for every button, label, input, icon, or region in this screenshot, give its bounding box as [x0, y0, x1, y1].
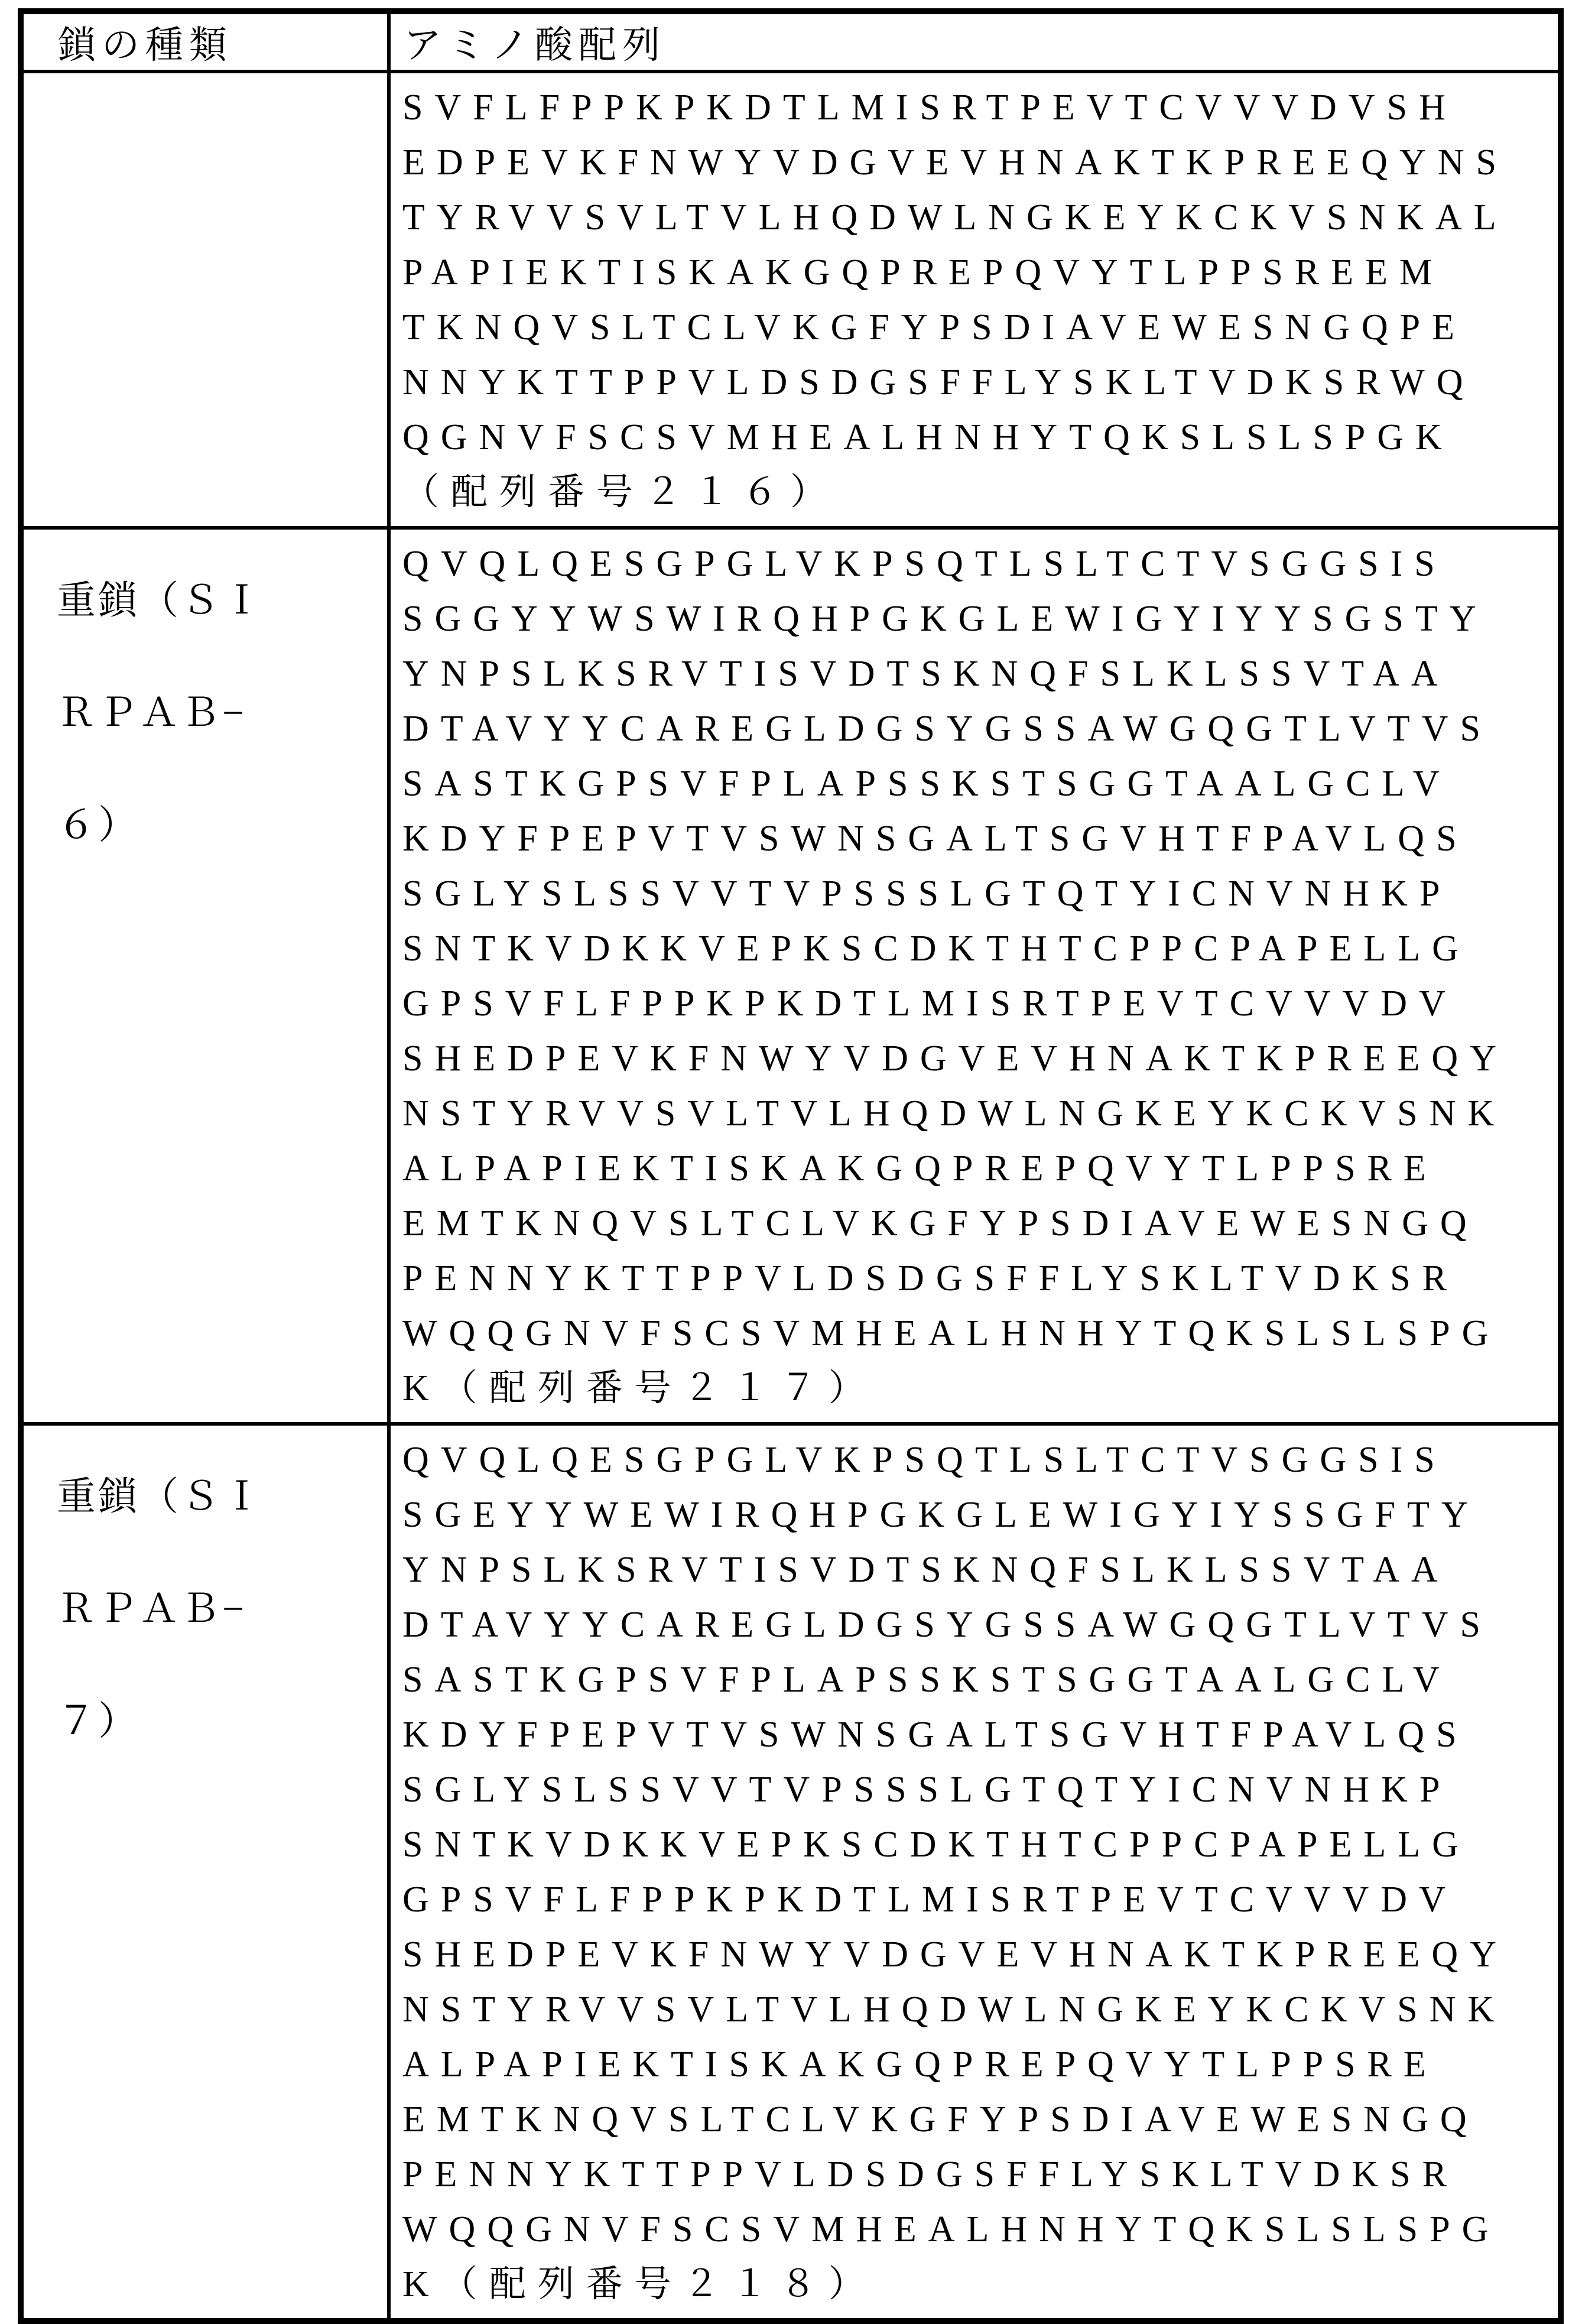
sequence-line: KDYFPEPVTVSWNSGALTSGVHTFPAVLQS: [402, 819, 1469, 859]
header-amino-acid-sequence: アミノ酸配列: [389, 11, 1561, 72]
chain-type-line: 重鎖（ＳＩ: [57, 1475, 264, 1518]
sequence-line: SGLYSLSSVVTVPSSSLGTQTYICNVNHKP: [402, 874, 1452, 914]
chain-type-line: ＲＰＡＢ−: [57, 692, 247, 735]
sequence-line: TKNQVSLTCLVKGFYPSDIAVEWESNGQPE: [402, 307, 1466, 348]
table-row: [21, 1424, 1561, 2321]
sequence-line: SNTKVDKKVEPKSCDKTHTCPPCPAPELLG: [402, 929, 1470, 969]
sequence-line: ALPAPIEKTISKAKGQPREPQVYTLPPSRE: [402, 2044, 1438, 2085]
sequence-line: DTAVYYCAREGLDGSYGSSAWGQGTLVTVS: [402, 709, 1492, 749]
sequence-line: K（配列番号２１７）: [402, 1368, 877, 1408]
sequence-line: YNPSLKSRVTISVDTSKNQFSLKLSSVTAA: [402, 654, 1450, 694]
chain-type-line: ６）: [57, 804, 139, 847]
table-row: [21, 72, 1561, 528]
sequence-line: SGEYYWEWIRQHPGKGLEWIGYIYSSGFTY: [402, 1495, 1480, 1535]
sequence-table-body: [21, 72, 1561, 2321]
sequence-line: PAPIEKTISKAKGQPREPQVYTLPPSREEM: [402, 252, 1444, 293]
chain-type-line: 重鎖（ＳＩ: [57, 579, 264, 622]
sequence-line: DTAVYYCAREGLDGSYGSSAWGQGTLVTVS: [402, 1605, 1492, 1645]
sequence-line: K（配列番号２１８）: [402, 2264, 877, 2304]
sequence-line: SGLYSLSSVVTVPSSSLGTQTYICNVNHKP: [402, 1770, 1452, 1810]
sequence-line: SGGYYWSWIRQHPGKGLEWIGYIYYSGSTY: [402, 599, 1488, 639]
sequence-line: NSTYRVVSVLTVLHQDWLNGKEYKCKVSNK: [402, 1989, 1506, 2030]
sequence-line: QVQLQESGPGLVKPSQTLSLTCTVSGGSIS: [402, 544, 1447, 584]
sequence-line: QVQLQESGPGLVKPSQTLSLTCTVSGGSIS: [402, 1440, 1447, 1480]
chain-type-cell: [21, 72, 389, 528]
sequence-line: NNYKTTPPVLDSDGSFFLYSKLTVDKSRWQ: [402, 362, 1475, 403]
sequence-line: SHEDPEVKFNWYVDGVEVHNAKTKPREEQY: [402, 1038, 1508, 1079]
sequence-line: SNTKVDKKVEPKSCDKTHTCPPCPAPELLG: [402, 1825, 1470, 1865]
chain-type-cell: [21, 528, 389, 1424]
chain-type-cell: [21, 1424, 389, 2321]
chain-type-line: ＲＰＡＢ−: [57, 1588, 247, 1631]
sequence-line: EDPEVKFNWYVDGVEVHNAKTKPREEQYNS: [402, 142, 1508, 183]
sequence-line: SASTKGPSVFPLAPSSKSTSGGTAALGCLV: [402, 1660, 1451, 1700]
header-chain-type: 鎖の種類: [21, 11, 389, 72]
sequence-line: NSTYRVVSVLTVLHQDWLNGKEYKCKVSNK: [402, 1093, 1506, 1134]
amino-acid-sequence-cell: [389, 1424, 1561, 2321]
sequence-line: SASTKGPSVFPLAPSSKSTSGGTAALGCLV: [402, 764, 1451, 804]
amino-acid-sequence-table: [18, 8, 1564, 2324]
sequence-line: PENNYKTTPPVLDSDGSFFLYSKLTVDKSR: [402, 1258, 1458, 1299]
sequence-line: GPSVFLFPPKPKDTLMISRTPEVTCVVVDV: [402, 984, 1457, 1024]
sequence-line: WQQGNVFSCSVMHEALHNHYTQKSLSLSPG: [402, 2209, 1500, 2250]
sequence-line: PENNYKTTPPVLDSDGSFFLYSKLTVDKSR: [402, 2154, 1458, 2195]
sequence-line: GPSVFLFPPKPKDTLMISRTPEVTCVVVDV: [402, 1880, 1457, 1920]
sequence-line: QGNVFSCSVMHEALHNHYTQKSLSLSPGK: [402, 417, 1454, 457]
sequence-line: KDYFPEPVTVSWNSGALTSGVHTFPAVLQS: [402, 1715, 1469, 1755]
sequence-line: ALPAPIEKTISKAKGQPREPQVYTLPPSRE: [402, 1148, 1438, 1189]
sequence-line: YNPSLKSRVTISVDTSKNQFSLKLSSVTAA: [402, 1550, 1450, 1590]
amino-acid-sequence-cell: [389, 528, 1561, 1424]
chain-type-line: ７）: [57, 1700, 139, 1743]
sequence-line: SVFLFPPKPKDTLMISRTPEVTCVVVDVSH: [402, 87, 1457, 128]
sequence-line: WQQGNVFSCSVMHEALHNHYTQKSLSLSPG: [402, 1313, 1500, 1353]
amino-acid-sequence-cell: [389, 72, 1561, 528]
sequence-line: TYRVVSVLTVLHQDWLNGKEYKCKVSNKAL: [402, 197, 1508, 238]
sequence-line: （配列番号２１６）: [402, 472, 839, 512]
table-row: [21, 528, 1561, 1424]
table-header-row: [21, 11, 1561, 72]
sequence-line: SHEDPEVKFNWYVDGVEVHNAKTKPREEQY: [402, 1934, 1508, 1975]
sequence-line: EMTKNQVSLTCLVKGFYPSDIAVEWESNGQ: [402, 1203, 1479, 1244]
sequence-line: EMTKNQVSLTCLVKGFYPSDIAVEWESNGQ: [402, 2099, 1479, 2140]
